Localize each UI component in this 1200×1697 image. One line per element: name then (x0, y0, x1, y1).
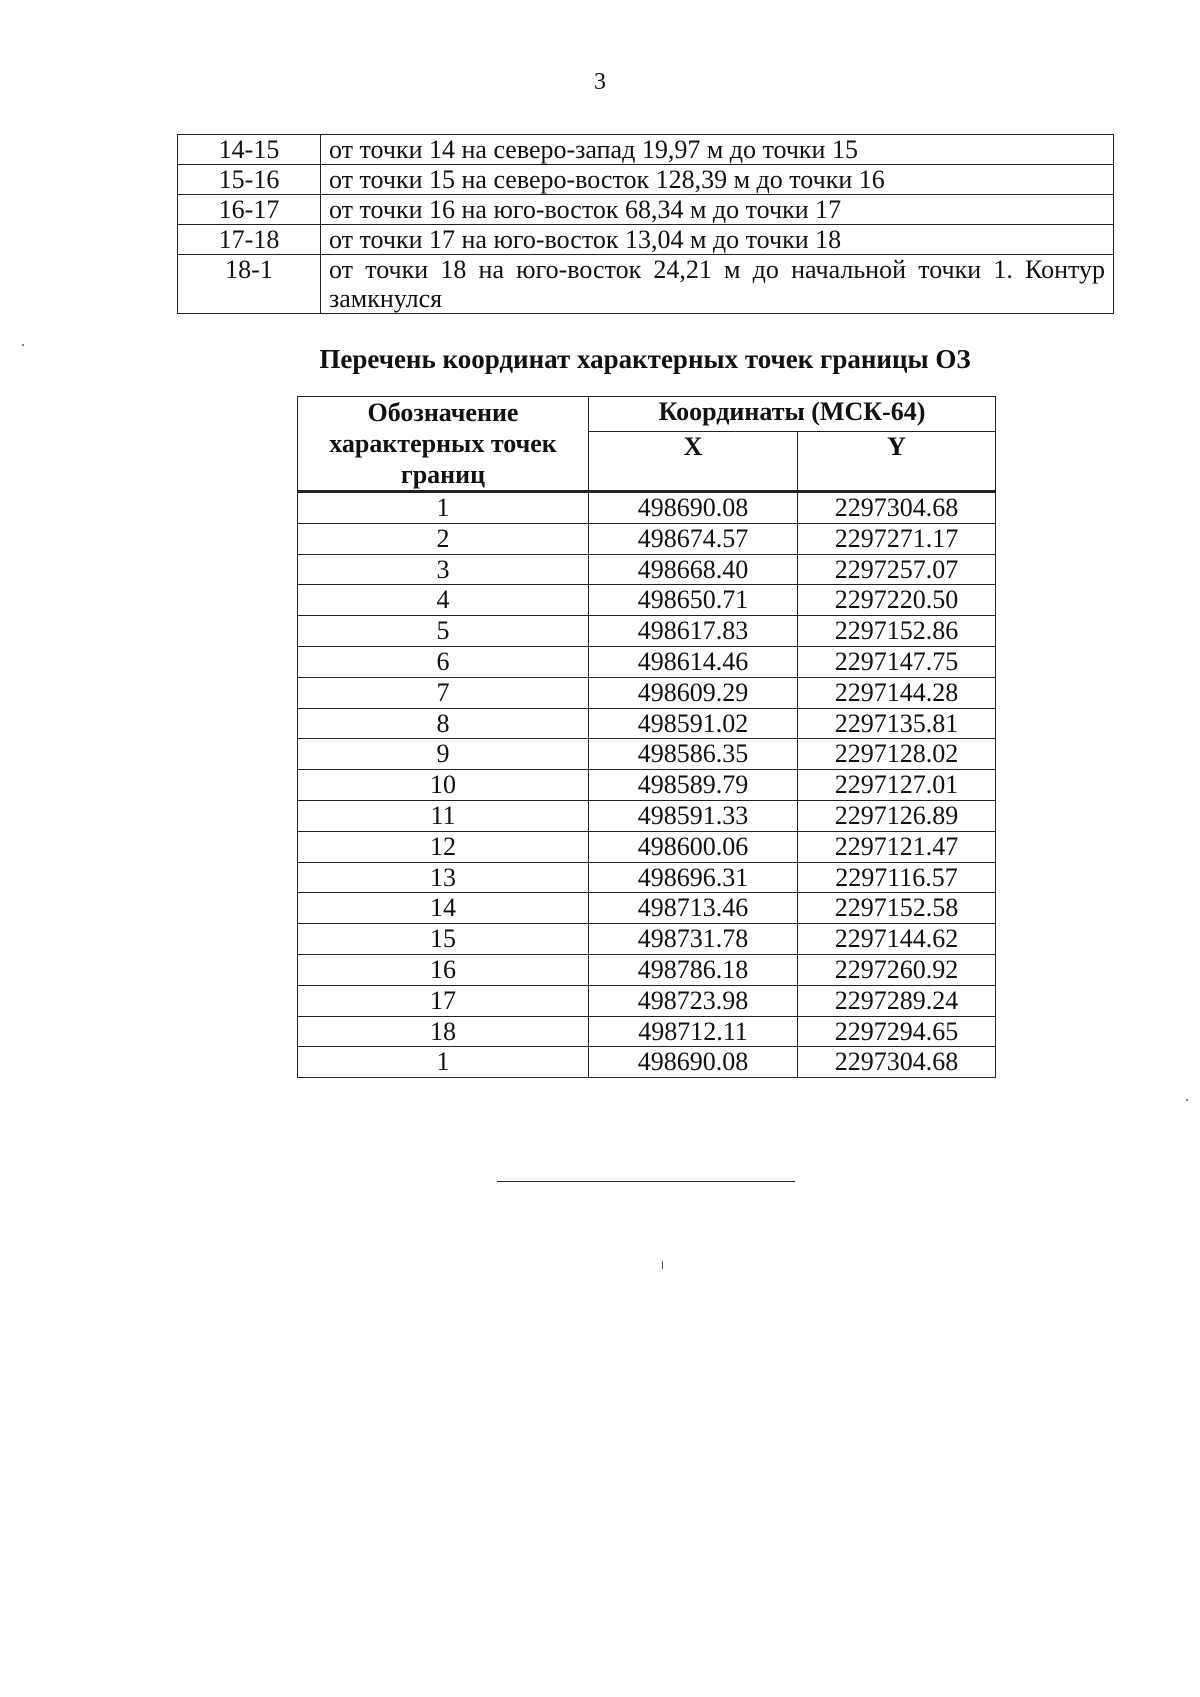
coordinate-row (298, 800, 996, 831)
point-number: 9 (298, 739, 589, 770)
point-number: 1 (298, 492, 589, 524)
y-coordinate: 2297220.50 (798, 585, 996, 616)
segment-description: от точки 14 на северо-запад 19,97 м до точки 15 (321, 135, 1114, 165)
point-number: 1 (298, 1047, 589, 1078)
y-coordinate: 2297144.28 (798, 677, 996, 708)
point-number: 17 (298, 985, 589, 1016)
segment-description: от точки 16 на юго-восток 68,34 м до точки 17 (321, 195, 1114, 225)
segment-id: 17-18 (178, 225, 321, 255)
x-coordinate: 498591.33 (589, 800, 798, 831)
y-coordinate: 2297135.81 (798, 708, 996, 739)
coordinate-row (298, 924, 996, 955)
coordinate-row (298, 492, 996, 524)
segment-row (178, 165, 1114, 195)
x-coordinate: 498713.46 (589, 893, 798, 924)
y-coordinate: 2297271.17 (798, 523, 996, 554)
y-coordinate: 2297128.02 (798, 739, 996, 770)
y-coordinate: 2297116.57 (798, 862, 996, 893)
y-coordinate: 2297294.65 (798, 1016, 996, 1047)
x-coordinate: 498786.18 (589, 954, 798, 985)
y-coordinate: 2297152.58 (798, 893, 996, 924)
closing-separator-line (497, 1181, 795, 1182)
page-number: 3 (594, 69, 606, 95)
scan-speck (1186, 1099, 1188, 1101)
coordinate-row (298, 862, 996, 893)
x-column-header: X (589, 432, 798, 492)
coordinate-row (298, 708, 996, 739)
y-coordinate: 2297289.24 (798, 985, 996, 1016)
coordinate-row (298, 677, 996, 708)
segment-row (178, 195, 1114, 225)
segments-table-body (178, 135, 1114, 314)
y-coordinate: 2297121.47 (798, 831, 996, 862)
point-number: 13 (298, 862, 589, 893)
point-number: 12 (298, 831, 589, 862)
segment-id: 15-16 (178, 165, 321, 195)
x-coordinate: 498690.08 (589, 492, 798, 524)
scan-speck (662, 1261, 663, 1269)
coordinates-table-body (298, 492, 996, 1078)
coordinate-row (298, 954, 996, 985)
x-coordinate: 498586.35 (589, 739, 798, 770)
coordinate-row (298, 739, 996, 770)
point-number: 6 (298, 646, 589, 677)
scan-speck (22, 344, 24, 346)
x-coordinate: 498591.02 (589, 708, 798, 739)
point-number: 3 (298, 554, 589, 585)
x-coordinate: 498696.31 (589, 862, 798, 893)
segment-id: 18-1 (178, 255, 321, 314)
x-coordinate: 498723.98 (589, 985, 798, 1016)
x-coordinate: 498589.79 (589, 770, 798, 801)
y-coordinate: 2297304.68 (798, 492, 996, 524)
point-number: 10 (298, 770, 589, 801)
point-number: 7 (298, 677, 589, 708)
y-coordinate: 2297144.62 (798, 924, 996, 955)
point-number: 4 (298, 585, 589, 616)
segment-description: от точки 17 на юго-восток 13,04 м до точки 18 (321, 225, 1114, 255)
x-coordinate: 498712.11 (589, 1016, 798, 1047)
point-number: 15 (298, 924, 589, 955)
x-coordinate: 498668.40 (589, 554, 798, 585)
point-number: 8 (298, 708, 589, 739)
point-number: 14 (298, 893, 589, 924)
segment-description: от точки 15 на северо-восток 128,39 м до точки 16 (321, 165, 1114, 195)
coordinate-row (298, 585, 996, 616)
segment-row (178, 255, 1114, 314)
coordinate-row (298, 770, 996, 801)
point-number: 11 (298, 800, 589, 831)
y-coordinate: 2297147.75 (798, 646, 996, 677)
coordinate-row (298, 554, 996, 585)
point-number: 18 (298, 1016, 589, 1047)
coordinate-row (298, 616, 996, 647)
y-column-header: Y (798, 432, 996, 492)
x-coordinate: 498650.71 (589, 585, 798, 616)
x-coordinate: 498614.46 (589, 646, 798, 677)
x-coordinate: 498617.83 (589, 616, 798, 647)
x-coordinate: 498690.08 (589, 1047, 798, 1078)
x-coordinate: 498674.57 (589, 523, 798, 554)
segment-id: 14-15 (178, 135, 321, 165)
segment-row (178, 135, 1114, 165)
coordinate-row (298, 646, 996, 677)
segment-row (178, 225, 1114, 255)
y-coordinate: 2297260.92 (798, 954, 996, 985)
x-coordinate: 498600.06 (589, 831, 798, 862)
segments-table (177, 134, 1114, 314)
y-coordinate: 2297304.68 (798, 1047, 996, 1078)
coordinate-row (298, 985, 996, 1016)
coordinate-row (298, 1016, 996, 1047)
x-coordinate: 498609.29 (589, 677, 798, 708)
coordinates-system-header: Координаты (МСК-64) (589, 397, 996, 432)
coordinate-row (298, 523, 996, 554)
point-number: 5 (298, 616, 589, 647)
y-coordinate: 2297127.01 (798, 770, 996, 801)
y-coordinate: 2297257.07 (798, 554, 996, 585)
coordinate-row (298, 831, 996, 862)
section-title: Перечень координат характерных точек границы ОЗ (319, 344, 971, 374)
point-number: 16 (298, 954, 589, 985)
segment-description: от точки 18 на юго-восток 24,21 м до начальной точки 1. Контур замкнулся (321, 255, 1114, 314)
y-coordinate: 2297126.89 (798, 800, 996, 831)
point-designation-header: Обозначение характерных точек границ (298, 397, 589, 492)
coordinates-table-header (298, 397, 996, 492)
coordinate-row (298, 893, 996, 924)
coordinates-table (297, 396, 996, 1078)
coordinate-row (298, 1047, 996, 1078)
point-number: 2 (298, 523, 589, 554)
x-coordinate: 498731.78 (589, 924, 798, 955)
segment-id: 16-17 (178, 195, 321, 225)
y-coordinate: 2297152.86 (798, 616, 996, 647)
